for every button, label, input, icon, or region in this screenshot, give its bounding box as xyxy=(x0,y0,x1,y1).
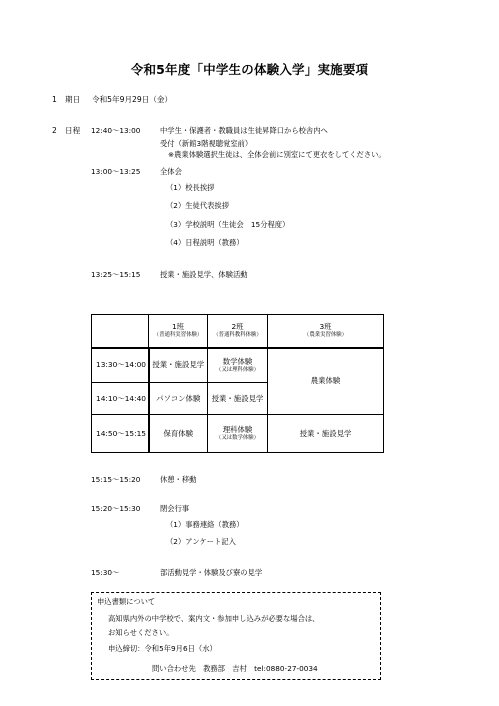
reception-line-2: 受付（新館3階視聴覚室前） xyxy=(160,139,253,148)
notice-line: お知らせください。 xyxy=(108,628,174,637)
section-number-schedule: 2 xyxy=(52,126,57,135)
closing-label: 閉会行事 xyxy=(160,504,190,513)
reception-time: 12:40〜13:00 xyxy=(91,126,141,135)
page-title: 令和5年度「中学生の体験入学」実施要項 xyxy=(130,62,369,77)
event-date: 令和5年9月29日（金） xyxy=(92,95,173,104)
cell-group-2: 授業・施設見学 xyxy=(208,383,268,415)
closing-item: （1）事務連絡（教務） xyxy=(166,520,244,529)
assembly-item: （4）日程説明（教務） xyxy=(166,238,244,247)
club-time: 15:30〜 xyxy=(91,568,120,577)
assembly-label: 全体会 xyxy=(160,167,182,176)
cell-group-3: 授業・施設見学 xyxy=(268,415,384,453)
section-number-date: 1 xyxy=(52,95,57,104)
notice-contact: 問い合わせ先 教務部 吉村 tel:0880-27-0034 xyxy=(152,664,318,673)
assembly-item: （3）学校説明（生徒会 15分程度） xyxy=(166,220,290,229)
notice-deadline: 申込締切：令和5年9月6日（水） xyxy=(108,644,217,653)
header-group-2: 2班 （普通科教科体験） xyxy=(208,315,268,348)
cell-group-2: 理科体験 （又は数学体験） xyxy=(208,415,268,453)
section-label-schedule: 日程 xyxy=(65,126,81,135)
activity-label: 授業・施設見学、体験活動 xyxy=(160,270,248,279)
row-time: 14:10〜14:40 xyxy=(92,383,149,415)
row-time: 13:30〜14:00 xyxy=(92,348,149,383)
reception-line-1: 中学生・保護者・教職員は生徒昇降口から校舎内へ xyxy=(160,126,328,135)
closing-time: 15:20〜15:30 xyxy=(91,504,141,513)
header-group-1: 1班 （普通科実習体験） xyxy=(149,315,208,348)
notice-heading: 申込書類について xyxy=(97,597,156,606)
notice-box xyxy=(91,592,381,680)
cell-group-1: 授業・施設見学 xyxy=(149,348,208,383)
cell-group-1: パソコン体験 xyxy=(149,383,208,415)
cell-group-1: 保育体験 xyxy=(149,415,208,453)
break-label: 休憩・移動 xyxy=(160,475,197,484)
header-group-3: 3班 （農業実習体験） xyxy=(268,315,384,348)
assembly-item: （1）校長挨拶 xyxy=(166,183,215,192)
cell-group-2: 数学体験 （又は理科体験） xyxy=(208,348,268,383)
header-corner xyxy=(92,315,149,348)
closing-item: （2）アンケート記入 xyxy=(166,537,236,546)
club-label: 部活動見学・体験及び寮の見学 xyxy=(160,568,263,577)
activity-time: 13:25〜15:15 xyxy=(91,270,141,279)
row-time: 14:50〜15:15 xyxy=(92,415,149,453)
break-time: 15:15〜15:20 xyxy=(91,475,141,484)
cell-group-3-merged: 農業体験 xyxy=(268,348,384,415)
section-label-date: 期日 xyxy=(65,95,81,104)
assembly-time: 13:00〜13:25 xyxy=(91,167,141,176)
class-schedule-table xyxy=(91,314,384,453)
reception-note: ※農業体験選択生徒は、全体会前に別室にて更衣をしてください。 xyxy=(168,150,386,159)
notice-line: 高知県内外の中学校で、案内文・参加申し込みが必要な場合は、 xyxy=(108,614,320,623)
assembly-item: （2）生徒代表挨拶 xyxy=(166,201,230,210)
